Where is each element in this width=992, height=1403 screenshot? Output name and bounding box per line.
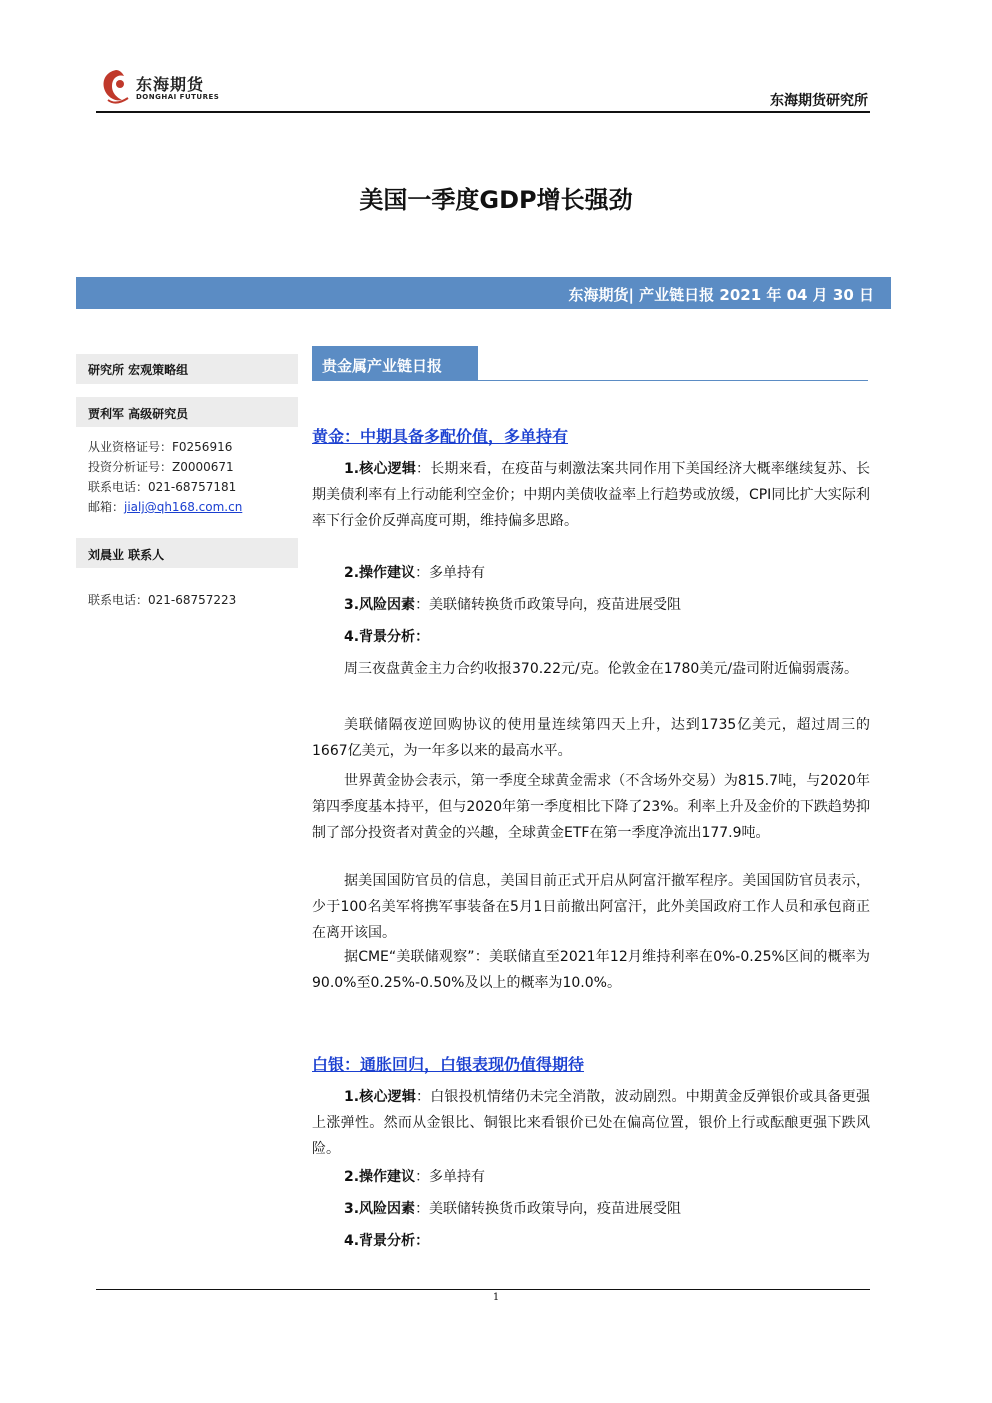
gold-risk-text: ：美联储转换货币政策导向，疫苗进展受阻 [415, 597, 682, 613]
silver-bg-suffix: ： [415, 1233, 430, 1249]
gold-bg-paragraph: 据美国国防官员的信息，美国目前正式开启从阿富汗撤军程序。美国国防官员表示，少于100名美军将携军事装备在5月1日前撤出阿富汗，此外美国政府工作人员和承包商正在离开该国。 [312, 873, 870, 941]
analyst1-email-row [88, 498, 242, 515]
analyst1-phone: 联系电话：021-68757181 [88, 480, 237, 494]
brand-name-cn: 东海期货 [136, 75, 205, 94]
silver-heading: 白银：通胀回归，白银表现仍值得期待 [312, 1055, 585, 1074]
gold-op-label: 2.操作建议 [344, 565, 416, 581]
silver-risk [312, 1196, 870, 1222]
gold-risk-label: 3.风险因素 [344, 597, 416, 613]
gold-logic [312, 456, 870, 534]
analyst1-qualification: 从业资格证号：F0256916 [88, 440, 233, 454]
page-number: 1 [492, 1292, 500, 1303]
gold-risk [312, 592, 870, 618]
sidebar-group: 研究所 宏观策略组 [88, 363, 189, 377]
logo [98, 66, 134, 106]
email-label: 邮箱： [88, 500, 125, 514]
silver-operation [312, 1164, 870, 1190]
gold-bg-paragraph: 据CME“美联储观察”：美联储直至2021年12月维持利率在0%-0.25%区间的概率为90.0%至0.25%-0.50%及以上的概率为10.0%。 [312, 949, 870, 991]
gold-background-label [312, 624, 870, 650]
analyst2-name: 刘晨业 联系人 [88, 548, 165, 562]
gold-bg-label: 4.背景分析 [344, 629, 416, 645]
silver-logic [312, 1084, 870, 1162]
brand-name-en: DONGHAI FUTURES [136, 93, 220, 101]
report-banner-text: 东海期货| 产业链日报 2021 年 04 月 30 日 [568, 286, 874, 304]
analyst1-name: 贾利军 高级研究员 [88, 407, 189, 421]
silver-bg-label: 4.背景分析 [344, 1233, 416, 1249]
silver-logic-label: 1.核心逻辑 [344, 1089, 417, 1105]
report-tag-text: 贵金属产业链日报 [322, 357, 443, 375]
analyst1-investment-id: 投资分析证号：Z0000671 [88, 460, 234, 474]
gold-logic-label: 1.核心逻辑 [344, 461, 417, 477]
gold-bg-suffix: ： [415, 629, 430, 645]
silver-logic-text: ：白银投机情绪仍未完全消散，波动剧烈。中期黄金反弹银价或具备更强上涨弹性。然而从金银比、铜银比来看银价已处在偏高位置，银价上行或酝酿更强下跌风险。 [312, 1089, 871, 1157]
silver-op-text: ：多单持有 [415, 1169, 486, 1185]
gold-operation [312, 560, 870, 586]
report-tag-underline [312, 380, 868, 381]
header-divider [96, 111, 870, 113]
institute-name: 东海期货研究所 [770, 93, 868, 109]
gold-op-text: ：多单持有 [415, 565, 486, 581]
analyst2-phone: 联系电话：021-68757223 [88, 593, 237, 607]
gold-logic-text: ：长期来看，在疫苗与刺激法案共同作用下美国经济大概率继续复苏、长期美债利率有上行动能利空金价；中期内美债收益率上行趋势或放缓，CPI同比扩大实际利率下行金价反弹高度可期，维持偏多思路。 [312, 461, 871, 529]
silver-background-label [312, 1228, 870, 1254]
document-title: 美国一季度GDP增长强劲 [359, 186, 633, 214]
analyst1-email-link[interactable]: jialj@qh168.com.cn [124, 500, 243, 514]
gold-bg-paragraph: 周三夜盘黄金主力合约收报370.22元/克。伦敦金在1780美元/盎司附近偏弱震荡。 [344, 661, 859, 677]
gold-bg-paragraph: 美联储隔夜逆回购协议的使用量连续第四天上升，达到1735亿美元，超过周三的1667亿美元，为一年多以来的最高水平。 [312, 717, 870, 759]
silver-risk-text: ：美联储转换货币政策导向，疫苗进展受阻 [415, 1201, 682, 1217]
silver-op-label: 2.操作建议 [344, 1169, 416, 1185]
gold-bg-paragraph: 世界黄金协会表示，第一季度全球黄金需求（不含场外交易）为815.7吨，与2020年第四季度基本持平，但与2020年第一季度相比下降了23%。利率上升及金价的下跌趋势抑制了部分投资者对黄金的兴趣，全球黄金ETF在第一季度净流出177.9吨。 [312, 773, 870, 841]
footer-divider [96, 1289, 870, 1290]
silver-risk-label: 3.风险因素 [344, 1201, 416, 1217]
dragon-logo-icon [98, 66, 134, 106]
gold-heading: 黄金：中期具备多配价值，多单持有 [312, 427, 569, 446]
